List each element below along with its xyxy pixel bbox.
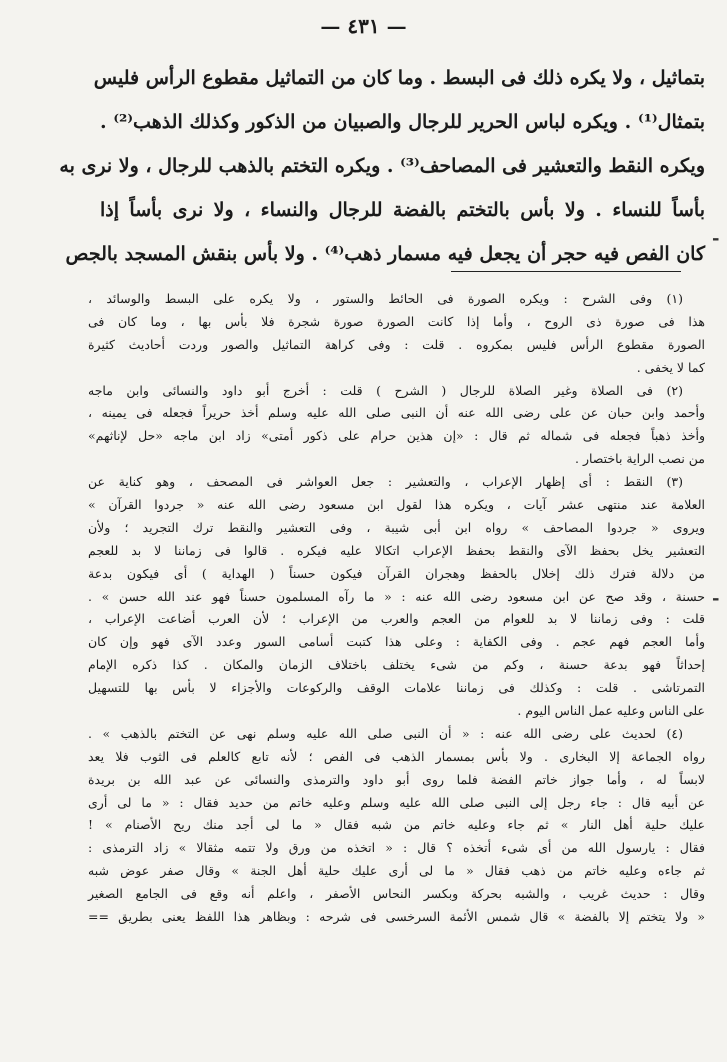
main-text-line: بتمثال⁽¹⁾ . ويكره لباس الحرير للرجال والصبيان من الذكور وكذلك الذهب⁽²⁾ .	[100, 111, 706, 133]
footnote-line: فقال : يارسول الله من أى شىء أتخذه ؟ قال : « اتخذه من ورق ولا تتمه مثقالا » زاد الترمذى :	[88, 840, 705, 856]
footnote-line: هذا فى صورة ذى الروح ، وأما إذا كانت الصورة صورة شجرة فلا بأس بها ، وما كان فى	[88, 313, 705, 329]
footnote-line: (٣) النقط : أى إظهار الإعراب ، والتعشير : جعل العواشر فى المصحف ، وهو كناية عن	[88, 474, 683, 490]
margin-mark: -	[712, 228, 720, 249]
margin-mark: -	[712, 588, 720, 609]
footnote-line: ثم جاءه وعليه خاتم من ذهب فقال « ما لى أرى عليك حلية أهل الجنة » وقال صفر عوض شبه	[88, 863, 705, 879]
footnote-line: قلت : وفى زماننا لا بد للعوام من العجم والعرب من الإعراب ؛ لأن العرب أضاعت الإعراب ،	[88, 611, 705, 627]
footnote-line: كما لا يخفى .	[636, 359, 705, 375]
main-text-block	[59, 56, 706, 276]
footnote-line: « ولا يتختم إلا بالفضة » قال شمس الأئمة السرخسى فى شرحه : وبظاهر هذا اللفظ يعنى بطريق ==	[88, 909, 705, 925]
footnote-line: حسنة ، وقد صح عن ابن مسعود رضى الله عنه : « ما رآه المسلمون حسناً فهو عند الله حسن » .	[88, 588, 705, 604]
main-text-line: ويكره النقط والتعشير فى المصاحف⁽³⁾ . ويكره التختم بالذهب للرجال ، ولا نرى به	[59, 155, 705, 177]
footnote-line: العلامة عند منتهى عشر آيات ، ويكره هذا لقول ابن مسعود رضى الله عنه « جردوا القرآن »	[88, 497, 705, 513]
footnote-line: (٤) لحديث على رضى الله عنه : « أن النبى صلى الله عليه وسلم نهى عن التختم بالذهب » .	[88, 725, 683, 741]
footnote-line: وقال : حديث غريب ، والشبه بحركة وبكسر النحاس الأصفر ، واعلم أنه وقع فى الجامع الصغير	[88, 886, 705, 902]
footnote-line: رواه الجماعة إلا البخارى . ولا بأس بمسمار الذهب فى الفص ؛ لأنه تابع كالعلم فى الثوب فلا يعد	[88, 748, 705, 764]
footnote-line: (١) وفى الشرح : ويكره الصورة فى الحائط والستور ، ولا يكره على البسط والوسائد ،	[88, 291, 683, 306]
footnote-line: عن أبيه قال : جاء رجل إلى النبى صلى الله عليه وسلم وعليه خاتم من حديد فقال : « ما لى أرى	[88, 794, 705, 810]
footnote-line: وأما العجم فهم عجم . وفى الكفاية : وعلى هذا كتبت أسامى السور وعدد الآى فهو وإن كان	[88, 634, 705, 650]
footnote-line: ويروى « جردوا المصاحف » رواه ابن أبى شيبة ، وفى التعشير والنقط ترك التجريد ؛ ولأن	[88, 519, 705, 535]
footnote-line: على الناس وعليه عمل الناس اليوم .	[517, 703, 705, 719]
main-text-line: كان الفص فيه حجر أن يجعل فيه مسمار ذهب⁽⁴⁾ . ولا بأس بنقش المسجد بالجص	[65, 243, 705, 265]
footnote-line: الصورة مقطوع الرأس فليس بمكروه . قلت : وفى كراهة التماثيل والصور وردت أحاديث كثيرة	[88, 336, 705, 352]
footnote-line: إحداثاً فهو بدعة حسنة ، وكم من شىء يختلف باختلاف الزمان والمكان . كذا ذكره الإمام	[88, 657, 705, 673]
footnote-line: التعشير يخل بحفظ الآى والنقط بحفظ الإعراب اتكالا عليه فيكره . قالوا فى زماننا لا بد للعجم	[88, 542, 705, 558]
footnote-line: وأخذ ذهباً فجعله فى شماله ثم قال : «إن هذين حرام على ذكور أمتى» زاد ابن ماجه «حل لإناثهم»	[88, 428, 705, 444]
footnote-line: من دلالة فترك ذلك إخلال بالحفظ وهجران القرآن فيكون حسناً ( الهداية ) أى فيكون بدعة	[88, 565, 705, 581]
footnotes-block	[88, 288, 705, 929]
main-text-line: بأساً للنساء . ولا بأس بالتختم بالفضة للرجال والنساء ، ولا نرى بأساً إذا	[100, 199, 705, 221]
footnote-line: من نصب الراية باختصار .	[575, 451, 705, 467]
footnote-line: لابساً له ، وأما جواز خاتم الفضة فلما روى أبو داود والترمذى والنسائى عن عبد الله بن بريدة	[88, 771, 705, 787]
footnote-line: عليك حلية أهل النار » ثم جاء وعليه خاتم من شبه فقال « ما لى أجد منك ريح الأصنام » !	[88, 817, 705, 833]
footnote-line: (٢) فى الصلاة وغير الصلاة للرجال ( الشرح ) قلت : أخرج أبو داود والنسائى وابن ماجه	[88, 382, 683, 398]
main-text-line: بتماثيل ، ولا يكره ذلك فى البسط . وما كان من التماثيل مقطوع الرأس فليس	[93, 67, 705, 89]
footnote-line: التمرتاشى . قلت : وكذلك فى زماننا علامات الوقف والركوعات والأجزاء لا بأس بها للتسهيل	[88, 680, 705, 696]
footnote-separator-rule	[451, 271, 681, 272]
page-number: — ٤٣١ —	[320, 14, 407, 38]
footnote-line: وأحمد وابن حبان عن على رضى الله عنه أن النبى صلى الله عليه وسلم أخذ حريراً فجعله فى يمينه ،	[88, 405, 705, 421]
